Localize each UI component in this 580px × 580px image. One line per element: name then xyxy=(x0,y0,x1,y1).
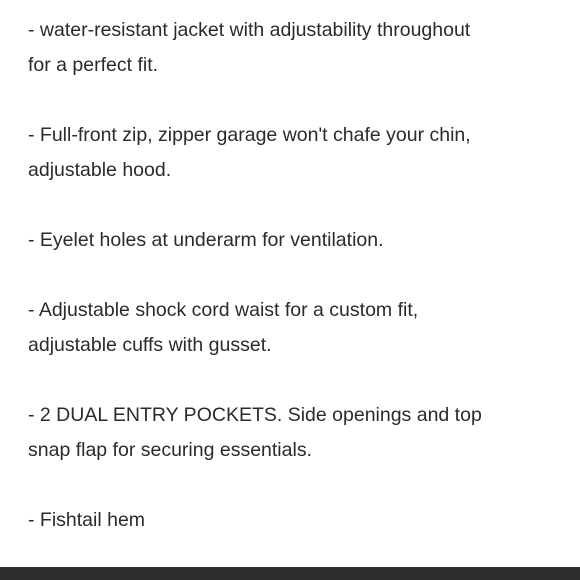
description-line: - Eyelet holes at underarm for ventilation. xyxy=(28,229,384,251)
description-line: - 2 DUAL ENTRY POCKETS. Side openings and top xyxy=(28,404,482,426)
description-line: - Adjustable shock cord waist for a custom fit, xyxy=(28,299,419,321)
description-line: snap flap for securing essentials. xyxy=(28,439,312,461)
description-paragraph xyxy=(28,503,568,538)
bottom-bar xyxy=(0,567,580,580)
description-paragraph xyxy=(28,223,568,258)
description-line: for a perfect fit. xyxy=(28,54,159,76)
description-line: adjustable cuffs with gusset. xyxy=(28,334,272,356)
description-line: - water-resistant jacket with adjustability throughout xyxy=(28,19,471,41)
description-line: - Full-front zip, zipper garage won't chafe your chin, xyxy=(28,124,471,146)
description-text-block xyxy=(28,13,568,538)
description-paragraph xyxy=(28,293,568,363)
description-line: - Fishtail hem xyxy=(28,509,146,531)
description-line: adjustable hood. xyxy=(28,159,172,181)
description-paragraph xyxy=(28,398,568,468)
description-paragraph xyxy=(28,13,568,83)
description-paragraph xyxy=(28,118,568,188)
